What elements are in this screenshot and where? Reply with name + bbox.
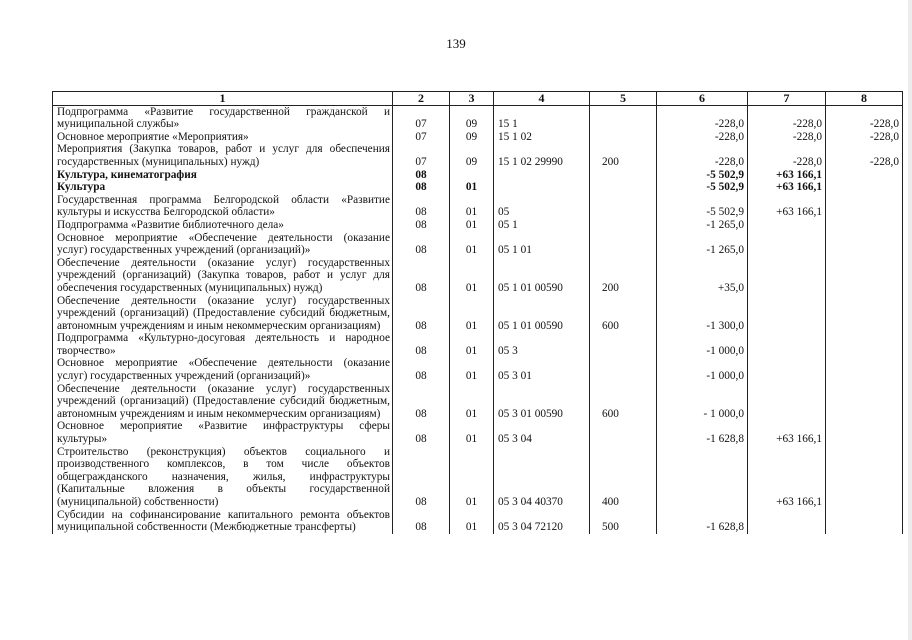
expense-type-cell: 200: [590, 143, 657, 168]
expense-type-cell: 400: [590, 446, 657, 509]
amount-col7-cell: [748, 232, 826, 257]
subsection-cell: 01: [450, 181, 494, 194]
section-cell: 07: [393, 143, 450, 168]
target-article-cell: 05 1: [494, 219, 590, 232]
target-article-cell: 05 3 04: [494, 420, 590, 445]
amount-col7-cell: +63 166,1: [748, 446, 826, 509]
table-row: [53, 257, 903, 295]
amount-col6-cell: -1 000,0: [657, 332, 748, 357]
expense-type-cell: [590, 332, 657, 357]
expense-type-cell: [590, 219, 657, 232]
amount-col6-cell: +35,0: [657, 257, 748, 295]
column-header: 1: [53, 92, 393, 106]
target-article-cell: 05 3 01 00590: [494, 383, 590, 421]
target-article-cell: 15 1 02 29990: [494, 143, 590, 168]
item-name-cell: Культура, кинематография: [53, 169, 393, 182]
table-row: [53, 232, 903, 257]
amount-col7-cell: [748, 219, 826, 232]
amount-col8-cell: -228,0: [826, 105, 903, 131]
target-article-cell: 05 1 01: [494, 232, 590, 257]
amount-col6-cell: -1 628,8: [657, 509, 748, 534]
column-header: 8: [826, 92, 903, 106]
amount-col6-cell: -1 265,0: [657, 232, 748, 257]
amount-col6-cell: [657, 446, 748, 509]
amount-col8-cell: [826, 257, 903, 295]
item-name-cell: Культура: [53, 181, 393, 194]
amount-col8-cell: -228,0: [826, 143, 903, 168]
amount-col7-cell: -228,0: [748, 131, 826, 144]
target-article-cell: 05 3 04 40370: [494, 446, 590, 509]
expense-type-cell: 200: [590, 257, 657, 295]
expense-type-cell: [590, 194, 657, 219]
section-cell: 08: [393, 232, 450, 257]
table-row: [53, 219, 903, 232]
subsection-cell: 09: [450, 131, 494, 144]
expense-type-cell: [590, 420, 657, 445]
item-name-cell: Обеспечение деятельности (оказание услуг) государственных учреждений (организаций) (Предоставление субсидий бюджетным, автономным учреждениям и иным некоммерческим организациям): [53, 295, 393, 333]
target-article-cell: [494, 181, 590, 194]
amount-col8-cell: [826, 232, 903, 257]
item-name-cell: Основное мероприятие «Обеспечение деятельности (оказание услуг) государственных учреждений (организаций)»: [53, 232, 393, 257]
subsection-cell: 01: [450, 357, 494, 382]
amount-col7-cell: [748, 357, 826, 382]
page-number: 139: [446, 36, 466, 51]
column-header: 2: [393, 92, 450, 106]
column-header: 5: [590, 92, 657, 106]
amount-col6-cell: -228,0: [657, 105, 748, 131]
item-name-cell: Подпрограмма «Развитие государственной гражданской и муниципальной службы»: [53, 105, 393, 131]
expense-type-cell: 600: [590, 295, 657, 333]
expense-type-cell: [590, 357, 657, 382]
column-header: 4: [494, 92, 590, 106]
amount-col7-cell: +63 166,1: [748, 181, 826, 194]
section-cell: 08: [393, 181, 450, 194]
budget-table: [52, 91, 903, 534]
table-row: [53, 446, 903, 509]
amount-col7-cell: +63 166,1: [748, 169, 826, 182]
item-name-cell: Строительство (реконструкция) объектов социального и производственного комплексов, в том числе объектов общегражданского назначения, жилья, инфраструктуры (Капитальные вложения в объекты государственной (муниципальной) собственности): [53, 446, 393, 509]
amount-col8-cell: [826, 169, 903, 182]
amount-col7-cell: [748, 295, 826, 333]
subsection-cell: 01: [450, 332, 494, 357]
expense-type-cell: 600: [590, 383, 657, 421]
subsection-cell: 09: [450, 105, 494, 131]
amount-col8-cell: [826, 181, 903, 194]
amount-col7-cell: -228,0: [748, 143, 826, 168]
item-name-cell: Основное мероприятие «Мероприятия»: [53, 131, 393, 144]
amount-col6-cell: -1 300,0: [657, 295, 748, 333]
subsection-cell: 01: [450, 194, 494, 219]
expense-type-cell: [590, 169, 657, 182]
item-name-cell: Основное мероприятие «Обеспечение деятельности (оказание услуг) государственных учреждений (организаций)»: [53, 357, 393, 382]
subsection-cell: 01: [450, 509, 494, 534]
table-row: [53, 194, 903, 219]
item-name-cell: Мероприятия (Закупка товаров, работ и услуг для обеспечения государственных (муниципальных) нужд): [53, 143, 393, 168]
target-article-cell: 05 1 01 00590: [494, 257, 590, 295]
amount-col8-cell: -228,0: [826, 131, 903, 144]
subsection-cell: [450, 169, 494, 182]
subsection-cell: 01: [450, 219, 494, 232]
table-row: [53, 131, 903, 144]
expense-type-cell: 500: [590, 509, 657, 534]
subsection-cell: 09: [450, 143, 494, 168]
table-row: [53, 295, 903, 333]
amount-col8-cell: [826, 420, 903, 445]
amount-col8-cell: [826, 383, 903, 421]
amount-col6-cell: -5 502,9: [657, 181, 748, 194]
table-row: [53, 383, 903, 421]
target-article-cell: [494, 169, 590, 182]
subsection-cell: 01: [450, 446, 494, 509]
target-article-cell: 05 3 04 72120: [494, 509, 590, 534]
subsection-cell: 01: [450, 232, 494, 257]
section-cell: 08: [393, 257, 450, 295]
amount-col8-cell: [826, 295, 903, 333]
item-name-cell: Подпрограмма «Культурно-досуговая деятельность и народное творчество»: [53, 332, 393, 357]
amount-col7-cell: -228,0: [748, 105, 826, 131]
item-name-cell: Основное мероприятие «Развитие инфраструктуры сферы культуры»: [53, 420, 393, 445]
item-name-cell: Субсидии на софинансирование капитального ремонта объектов муниципальной собственности (Межбюджетные трансферты): [53, 509, 393, 534]
item-name-cell: Подпрограмма «Развитие библиотечного дела»: [53, 219, 393, 232]
column-header: 3: [450, 92, 494, 106]
table-body: [53, 105, 903, 534]
section-cell: 08: [393, 357, 450, 382]
subsection-cell: 01: [450, 257, 494, 295]
column-header: 7: [748, 92, 826, 106]
expense-type-cell: [590, 181, 657, 194]
target-article-cell: 05: [494, 194, 590, 219]
target-article-cell: 05 3 01: [494, 357, 590, 382]
column-header: 6: [657, 92, 748, 106]
amount-col6-cell: -1 000,0: [657, 357, 748, 382]
table-row: [53, 143, 903, 168]
target-article-cell: 15 1 02: [494, 131, 590, 144]
expense-type-cell: [590, 105, 657, 131]
amount-col6-cell: -5 502,9: [657, 194, 748, 219]
table-row: [53, 509, 903, 534]
amount-col7-cell: [748, 332, 826, 357]
amount-col7-cell: [748, 509, 826, 534]
amount-col6-cell: -228,0: [657, 131, 748, 144]
table-row: [53, 169, 903, 182]
amount-col8-cell: [826, 357, 903, 382]
amount-col8-cell: [826, 446, 903, 509]
table-row: [53, 332, 903, 357]
item-name-cell: Государственная программа Белгородской области «Развитие культуры и искусства Белгородской области»: [53, 194, 393, 219]
item-name-cell: Обеспечение деятельности (оказание услуг) государственных учреждений (организаций) (Закупка товаров, работ и услуг для обеспечения государственных (муниципальных) нужд): [53, 257, 393, 295]
section-cell: 07: [393, 131, 450, 144]
section-cell: 08: [393, 383, 450, 421]
page-edge: [908, 0, 912, 640]
section-cell: 08: [393, 332, 450, 357]
table-row: [53, 105, 903, 131]
amount-col8-cell: [826, 194, 903, 219]
target-article-cell: 05 1 01 00590: [494, 295, 590, 333]
section-cell: 08: [393, 194, 450, 219]
table-row: [53, 181, 903, 194]
amount-col6-cell: - 1 000,0: [657, 383, 748, 421]
amount-col6-cell: -1 265,0: [657, 219, 748, 232]
table-row: [53, 420, 903, 445]
section-cell: 08: [393, 219, 450, 232]
section-cell: 08: [393, 446, 450, 509]
section-cell: 08: [393, 295, 450, 333]
section-cell: 08: [393, 169, 450, 182]
target-article-cell: 05 3: [494, 332, 590, 357]
amount-col6-cell: -228,0: [657, 143, 748, 168]
amount-col8-cell: [826, 509, 903, 534]
subsection-cell: 01: [450, 295, 494, 333]
amount-col7-cell: [748, 257, 826, 295]
amount-col7-cell: [748, 383, 826, 421]
item-name-cell: Обеспечение деятельности (оказание услуг) государственных учреждений (организаций) (Предоставление субсидий бюджетным, автономным учреждениям и иным некоммерческим организациям): [53, 383, 393, 421]
table-row: [53, 357, 903, 382]
table-header-row: [53, 92, 903, 106]
subsection-cell: 01: [450, 383, 494, 421]
amount-col7-cell: +63 166,1: [748, 194, 826, 219]
amount-col8-cell: [826, 332, 903, 357]
target-article-cell: 15 1: [494, 105, 590, 131]
amount-col6-cell: -1 628,8: [657, 420, 748, 445]
expense-type-cell: [590, 232, 657, 257]
section-cell: 08: [393, 509, 450, 534]
section-cell: 08: [393, 420, 450, 445]
amount-col7-cell: +63 166,1: [748, 420, 826, 445]
expense-type-cell: [590, 131, 657, 144]
subsection-cell: 01: [450, 420, 494, 445]
amount-col8-cell: [826, 219, 903, 232]
section-cell: 07: [393, 105, 450, 131]
amount-col6-cell: -5 502,9: [657, 169, 748, 182]
